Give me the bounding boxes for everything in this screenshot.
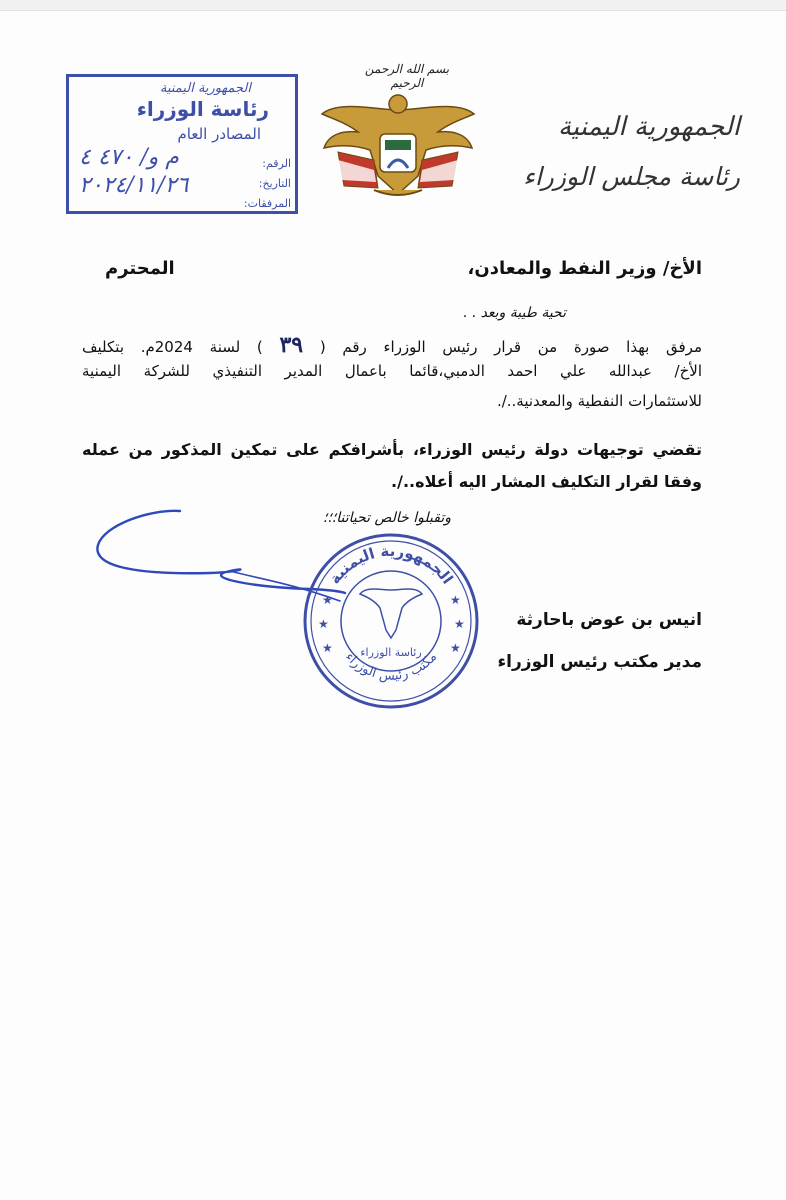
seal-star-icon: ★: [318, 617, 329, 631]
stamp-header: الجمهورية اليمنية: [159, 81, 251, 96]
seal-star-icon: ★: [454, 617, 465, 631]
addressee: الأخ/ وزير النفط والمعادن،: [467, 258, 702, 279]
seal-outer-text: الجمهورية اليمنية: [325, 541, 457, 588]
paragraph-2-line-1: تقضي توجيهات دولة رئيس الوزراء، بأشرافكم على تمكين المذكور من عمله: [82, 440, 702, 459]
seal-star-icon: ★: [322, 593, 333, 607]
letterhead-country: الجمهورية اليمنية: [557, 112, 740, 142]
yemen-emblem: [318, 90, 478, 202]
respect-title: المحترم: [105, 258, 175, 279]
paragraph-1-line-2: الأخ/ عبدالله علي احمد الدمبي،قائما باعمال المدير التنفيذي للشركة اليمنية: [82, 362, 702, 380]
paragraph-1-line-1: [82, 332, 702, 358]
official-seal: [300, 530, 482, 712]
registry-stamp: [66, 74, 298, 214]
signatory-title: مدير مكتب رئيس الوزراء: [497, 652, 702, 672]
stamp-office: رئاسة الوزراء: [136, 97, 269, 121]
paragraph-2-line-2: وفقا لقرار التكليف المشار اليه أعلاه../.: [391, 472, 702, 491]
stamp-number-label: الرقم:: [262, 157, 291, 170]
stamp-date-label: التاريخ:: [258, 177, 291, 190]
paragraph-1-line-3: للاستثمارات النفطية والمعدنية../.: [496, 392, 702, 410]
top-edge: [0, 0, 786, 11]
seal-star-icon: ★: [450, 593, 461, 607]
greeting: تحية طيبة وبعد . .: [462, 305, 566, 321]
stamp-date-value: ٢٠٢٤/١١/٢٦: [79, 173, 189, 198]
seal-inner-text: رئاسة الوزراء: [360, 646, 422, 659]
closing: وتقبلوا خالص تحياتنا؛؛؛: [322, 510, 451, 526]
seal-bottom-text: مكتب رئيس الوزراء: [341, 649, 441, 685]
signatory-name: انيس بن عوض باحارثة: [516, 610, 702, 630]
para1-text-a: مرفق بهذا صورة من قرار رئيس الوزراء رقم (: [319, 338, 702, 356]
para1-text-b: ) لسنة 2024م. بتكليف: [82, 338, 263, 356]
seal-star-icon: ★: [322, 641, 333, 655]
stamp-department: المصادر العام: [177, 125, 261, 143]
letterhead-office: رئاسة مجلس الوزراء: [523, 162, 740, 191]
stamp-number-value: م و/ ٤٧٠ ٤: [79, 145, 179, 170]
stamp-attachments-label: المرفقات:: [243, 197, 291, 210]
seal-star-icon: ★: [450, 641, 461, 655]
basmala: بسم الله الرحمن الرحيم: [364, 62, 450, 90]
decision-number: ٣٩: [279, 332, 304, 358]
